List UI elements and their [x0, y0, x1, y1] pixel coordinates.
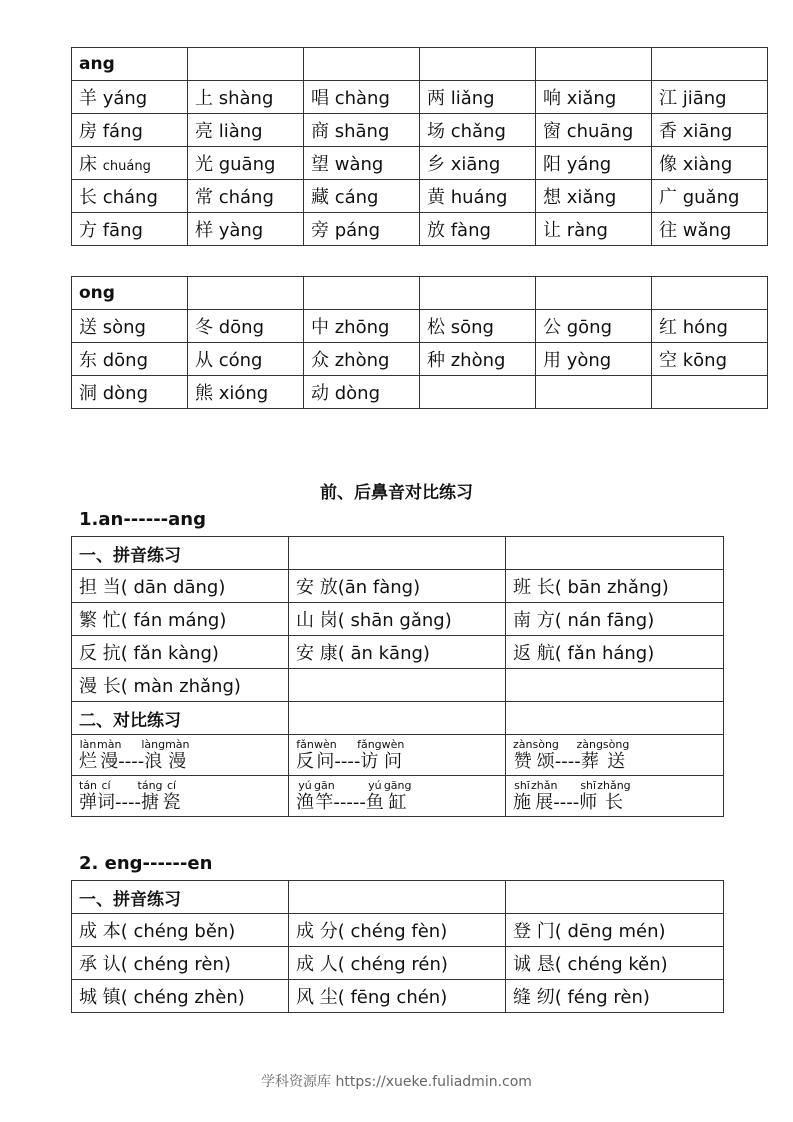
word-cell: 缝 纫( féng rèn)	[506, 980, 724, 1013]
word-cell: 洞 dòng	[72, 376, 188, 409]
compare-cell	[506, 735, 724, 776]
table-row	[72, 213, 768, 246]
ang-header: ang	[72, 48, 188, 81]
table-row	[72, 735, 724, 776]
word-cell: 山 岗( shān gǎng)	[289, 603, 506, 636]
word-cell: 光 guāng	[188, 147, 304, 180]
pinyin-annotation: zhǎng	[597, 779, 631, 792]
table-row	[72, 776, 724, 817]
hanzi-with-pinyin: 漫màn	[97, 738, 122, 772]
word-cell: 松 sōng	[420, 310, 536, 343]
pinyin-annotation: gān	[314, 779, 335, 792]
hanzi-with-pinyin: 弹tán	[79, 779, 98, 813]
hanzi-with-pinyin: 反fǎn	[296, 738, 314, 772]
word-cell: 漫 长( màn zhǎng)	[72, 669, 289, 702]
pinyin-annotation: fǎng	[357, 738, 382, 751]
section-heading: 2. eng------en	[79, 853, 213, 874]
pinyin-practice-header: 一、拼音练习	[72, 537, 289, 570]
pinyin-annotation: yú	[365, 779, 384, 792]
compare-cell	[72, 776, 289, 817]
word-cell: 旁 páng	[304, 213, 420, 246]
word-cell: 常 cháng	[188, 180, 304, 213]
word-cell: 班 长( bān zhǎng)	[506, 570, 724, 603]
footer-source: 学科资源库 https://xueke.fuliadmin.com	[261, 1074, 532, 1090]
word-cell: 公 gōng	[536, 310, 652, 343]
word-cell: 乡 xiāng	[420, 147, 536, 180]
pinyin-annotation: yú	[296, 779, 314, 792]
compare-cell	[289, 776, 506, 817]
pinyin-annotation: màn	[97, 738, 122, 751]
word-cell: 城 镇( chéng zhèn)	[72, 980, 289, 1013]
table-row	[72, 980, 724, 1013]
table-row	[72, 636, 724, 669]
hanzi-with-pinyin: 颂sòng	[532, 738, 559, 772]
pinyin-practice-header: 一、拼音练习	[72, 881, 289, 914]
compare-cell	[72, 735, 289, 776]
table-row	[72, 48, 768, 81]
word-cell: 香 xiāng	[652, 114, 768, 147]
hanzi-with-pinyin: 葬zàng	[576, 738, 603, 772]
eng-en-table	[71, 880, 724, 1013]
dash-separator: ----	[334, 751, 361, 772]
pinyin-annotation: tán	[79, 779, 98, 792]
dash-separator: ----	[115, 792, 142, 813]
word-cell: 让 ràng	[536, 213, 652, 246]
word-cell: 两 liǎng	[420, 81, 536, 114]
pinyin-annotation: zhǎn	[531, 779, 558, 792]
word-cell: 往 wǎng	[652, 213, 768, 246]
compare-cell	[506, 776, 724, 817]
word-cell: 成 人( chéng rén)	[289, 947, 506, 980]
word-cell: 望 wàng	[304, 147, 420, 180]
hanzi-with-pinyin: 缸gāng	[383, 779, 412, 813]
table-row	[72, 277, 768, 310]
hanzi-with-pinyin: 烂làn	[79, 738, 97, 772]
ang-table	[71, 47, 768, 246]
hanzi-with-pinyin: 问wèn	[381, 738, 405, 772]
dash-separator: ----	[118, 751, 145, 772]
table-row	[72, 669, 724, 702]
word-cell: 广 guǎng	[652, 180, 768, 213]
ong-header: ong	[72, 277, 188, 310]
word-cell: 上 shàng	[188, 81, 304, 114]
pinyin-annotation: màn	[165, 738, 190, 751]
hanzi-with-pinyin: 赞zàn	[513, 738, 533, 772]
word-cell: 风 尘( fēng chén)	[289, 980, 506, 1013]
word-cell: 黄 huáng	[420, 180, 536, 213]
word-cell: 长 cháng	[72, 180, 188, 213]
hanzi-with-pinyin: 瓷cí	[162, 779, 181, 813]
word-cell: 窗 chuāng	[536, 114, 652, 147]
pinyin-annotation: sòng	[602, 738, 630, 751]
hanzi-with-pinyin: 竿gān	[314, 779, 335, 813]
word-cell: 想 xiǎng	[536, 180, 652, 213]
word-cell: 床 chuáng	[72, 147, 188, 180]
word-cell	[536, 376, 652, 409]
compare-cell	[289, 735, 506, 776]
table-row	[72, 147, 768, 180]
pinyin-small: chuáng	[102, 159, 151, 174]
pinyin-annotation: wèn	[381, 738, 405, 751]
pinyin-annotation: táng	[137, 779, 163, 792]
dash-separator: -----	[333, 792, 366, 813]
word-cell: 中 zhōng	[304, 310, 420, 343]
table-row	[72, 537, 724, 570]
word-cell: 返 航( fǎn háng)	[506, 636, 724, 669]
word-cell: 从 cóng	[188, 343, 304, 376]
word-cell: 安 康( ān kāng)	[289, 636, 506, 669]
pinyin-annotation: cí	[97, 779, 116, 792]
pinyin-annotation: zàng	[576, 738, 603, 751]
table-row	[72, 180, 768, 213]
hanzi-with-pinyin: 施shī	[513, 779, 531, 813]
word-cell: 反 抗( fǎn kàng)	[72, 636, 289, 669]
table-row	[72, 343, 768, 376]
word-cell: 放 fàng	[420, 213, 536, 246]
pinyin-annotation: gāng	[383, 779, 412, 792]
word-cell: 繁 忙( fán máng)	[72, 603, 289, 636]
ong-table	[71, 276, 768, 409]
pinyin-annotation: zàn	[513, 738, 533, 751]
hanzi-with-pinyin: 鱼yú	[365, 779, 384, 813]
hanzi-with-pinyin: 搪táng	[137, 779, 163, 813]
word-cell: 红 hóng	[652, 310, 768, 343]
table-row	[72, 114, 768, 147]
word-cell: 安 放(ān fàng)	[289, 570, 506, 603]
pinyin-annotation: sòng	[532, 738, 559, 751]
word-cell: 藏 cáng	[304, 180, 420, 213]
hanzi-with-pinyin: 长zhǎng	[597, 779, 631, 813]
hanzi-with-pinyin: 词cí	[97, 779, 116, 813]
word-cell: 担 当( dān dāng)	[72, 570, 289, 603]
table-row	[72, 81, 768, 114]
word-cell: 江 jiāng	[652, 81, 768, 114]
hanzi-with-pinyin: 师shī	[579, 779, 598, 813]
pinyin-annotation: shī	[579, 779, 598, 792]
pinyin-annotation: làn	[79, 738, 97, 751]
word-cell: 方 fāng	[72, 213, 188, 246]
word-cell: 种 zhòng	[420, 343, 536, 376]
table-row	[72, 310, 768, 343]
word-cell: 商 shāng	[304, 114, 420, 147]
word-cell: 诚 恳( chéng kěn)	[506, 947, 724, 980]
table-row	[72, 376, 768, 409]
word-cell: 南 方( nán fāng)	[506, 603, 724, 636]
pinyin-annotation: fǎn	[296, 738, 314, 751]
an-ang-table	[71, 536, 724, 817]
word-cell: 送 sòng	[72, 310, 188, 343]
hanzi-with-pinyin: 展zhǎn	[531, 779, 558, 813]
pinyin-annotation: cí	[162, 779, 181, 792]
table-row	[72, 702, 724, 735]
word-cell	[420, 376, 536, 409]
word-cell: 场 chǎng	[420, 114, 536, 147]
word-cell: 房 fáng	[72, 114, 188, 147]
page-title: 前、后鼻音对比练习	[320, 483, 473, 503]
table-row	[72, 881, 724, 914]
table-row	[72, 603, 724, 636]
pinyin-annotation: wèn	[314, 738, 337, 751]
word-cell: 响 xiǎng	[536, 81, 652, 114]
word-cell: 阳 yáng	[536, 147, 652, 180]
table-row	[72, 947, 724, 980]
word-cell: 冬 dōng	[188, 310, 304, 343]
hanzi-with-pinyin: 渔yú	[296, 779, 314, 813]
hanzi-with-pinyin: 问wèn	[314, 738, 337, 772]
hanzi-with-pinyin: 访fǎng	[357, 738, 382, 772]
dash-separator: ----	[554, 751, 581, 772]
table-row	[72, 914, 724, 947]
word-cell: 用 yòng	[536, 343, 652, 376]
word-cell: 羊 yáng	[72, 81, 188, 114]
word-cell: 动 dòng	[304, 376, 420, 409]
word-cell: 空 kōng	[652, 343, 768, 376]
word-cell	[506, 669, 724, 702]
word-cell: 熊 xióng	[188, 376, 304, 409]
word-cell: 亮 liàng	[188, 114, 304, 147]
section-heading: 1.an------ang	[79, 509, 206, 530]
word-cell: 唱 chàng	[304, 81, 420, 114]
word-cell: 东 dōng	[72, 343, 188, 376]
word-cell	[652, 376, 768, 409]
word-cell: 像 xiàng	[652, 147, 768, 180]
word-cell: 样 yàng	[188, 213, 304, 246]
compare-practice-header: 二、对比练习	[72, 702, 289, 735]
pinyin-annotation: shī	[513, 779, 531, 792]
word-cell: 登 门( dēng mén)	[506, 914, 724, 947]
dash-separator: ----	[553, 792, 580, 813]
word-cell: 成 本( chéng běn)	[72, 914, 289, 947]
pinyin-annotation: làng	[141, 738, 166, 751]
table-row	[72, 570, 724, 603]
word-cell: 众 zhòng	[304, 343, 420, 376]
hanzi-with-pinyin: 浪làng	[141, 738, 166, 772]
word-cell: 成 分( chéng fèn)	[289, 914, 506, 947]
word-cell	[289, 669, 506, 702]
hanzi-with-pinyin: 漫màn	[165, 738, 190, 772]
hanzi-with-pinyin: 送sòng	[602, 738, 630, 772]
word-cell: 承 认( chéng rèn)	[72, 947, 289, 980]
